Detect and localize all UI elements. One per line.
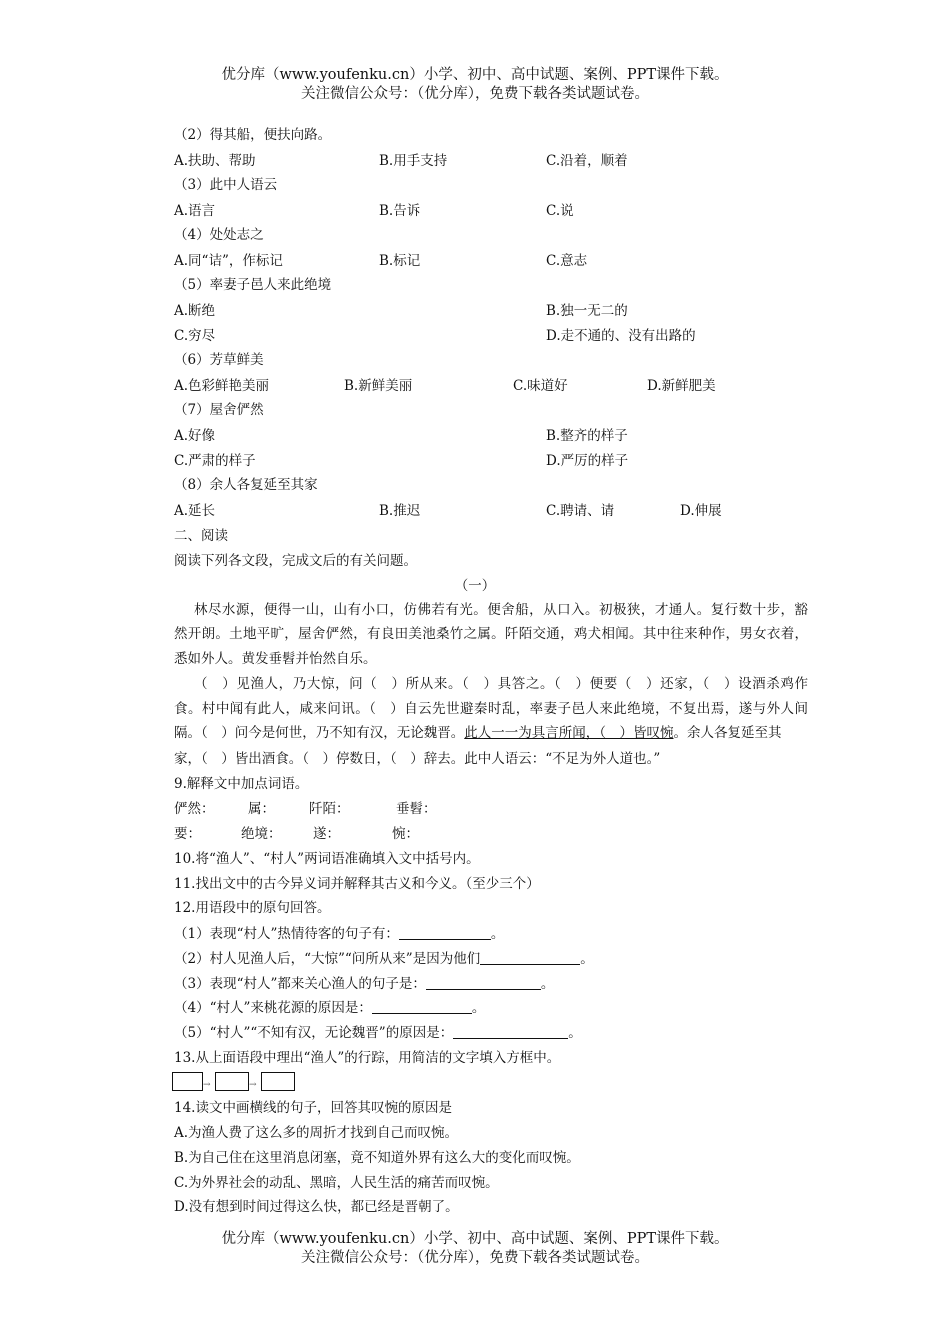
question-12-1 xyxy=(174,925,504,943)
end-mark: 。 xyxy=(490,926,505,942)
vocab-5-option-b: B.独一无二的 xyxy=(546,303,628,319)
passage-p2-line2: 食。村中闻有此人，咸来问讯。（ ）自云先世避秦时乱，率妻子邑人来此绝境，不复出焉，遂与外人间 xyxy=(174,701,808,717)
question-11: 11.找出文中的古今异义词并解释其古义和今义。（至少三个） xyxy=(174,876,540,892)
vocab-4-option-a: A.同“诘”，作标记 xyxy=(174,253,283,269)
end-mark: 。 xyxy=(580,951,594,967)
vocab-7-option-a: A.好像 xyxy=(174,428,216,444)
question-9: 9.解释文中加点词语。 xyxy=(174,776,309,792)
q12-2-text: （2）村人见渔人后，“大惊”“问所从来”是因为他们 xyxy=(174,951,481,967)
passage-p2-line3-start: 隔。（ ）问今是何世，乃不知有汉，无论魏晋。 xyxy=(174,725,465,741)
section-instruction: 阅读下列各文段，完成文后的有关问题。 xyxy=(174,553,417,569)
footer-line-2: 关注微信公众号：（优分库），免费下载各类试题试卷。 xyxy=(301,1250,649,1266)
question-14: 14.读文中画横线的句子，回答其叹惋的原因是 xyxy=(174,1100,452,1116)
route-box-2[interactable] xyxy=(215,1072,249,1091)
vocab-8-option-c: C.聘请、请 xyxy=(546,503,615,519)
question-12-4 xyxy=(174,999,485,1017)
vocab-question-3: （3）此中人语云 xyxy=(174,177,278,193)
passage-p1-line2: 然开朗。土地平旷，屋舍俨然，有良田美池桑竹之属。阡陌交通，鸡犬相闻。其中往来种作，男女衣着， xyxy=(174,626,808,642)
vocab-2-option-a: A.扶助、帮助 xyxy=(174,153,256,169)
vocab-8-option-d: D.伸展 xyxy=(680,503,722,519)
answer-blank[interactable] xyxy=(453,1024,568,1039)
answer-blank[interactable] xyxy=(426,975,541,990)
vocab-6-option-d: D.新鲜肥美 xyxy=(647,378,716,394)
passage-p2-line4: 家，（ ）皆出酒食。（ ）停数日，（ ）辞去。此中人语云：“不足为外人道也。” xyxy=(174,751,661,767)
passage-p2-line3-end: 。余人各复延至其 xyxy=(673,725,782,741)
vocab-question-6: （6）芳草鲜美 xyxy=(174,352,264,368)
passage-p2-line1: （ ）见渔人，乃大惊，问（ ）所从来。（ ）具答之。（ ）便要（ ）还家，（ ）设酒杀鸡作 xyxy=(194,676,808,692)
vocab-2-option-c: C.沿着，顺着 xyxy=(546,153,628,169)
q9-term-qianmo: 阡陌： xyxy=(309,801,350,817)
vocab-7-option-b: B.整齐的样子 xyxy=(546,428,628,444)
q12-3-text: （3）表现“村人”都来关心渔人的句子是： xyxy=(174,976,426,992)
answer-blank[interactable] xyxy=(399,925,491,940)
route-box-1[interactable] xyxy=(172,1072,203,1091)
vocab-question-4: （4）处处志之 xyxy=(174,227,264,243)
part-number: （一） xyxy=(454,578,496,594)
vocab-3-option-a: A.语言 xyxy=(174,203,216,219)
vocab-question-7: （7）屋舍俨然 xyxy=(174,402,264,418)
vocab-3-option-c: C.说 xyxy=(546,203,574,219)
q14-option-b: B.为自己住在这里消息闭塞，竟不知道外界有这么大的变化而叹惋。 xyxy=(174,1150,580,1166)
footer-line-1: 优分库（www.youfenku.cn）小学、初中、高中试题、案例、PPT课件下载。 xyxy=(221,1231,729,1247)
header-line-1: 优分库（www.youfenku.cn）小学、初中、高中试题、案例、PPT课件下载。 xyxy=(221,67,729,83)
vocab-question-5: （5）率妻子邑人来此绝境 xyxy=(174,277,332,293)
q9-term-sui: 遂： xyxy=(313,826,340,842)
q14-option-a: A.为渔人费了这么多的周折才找到自己而叹惋。 xyxy=(174,1125,459,1141)
question-12-3 xyxy=(174,975,554,993)
end-mark: 。 xyxy=(540,976,555,992)
vocab-6-option-c: C.味道好 xyxy=(513,378,568,394)
vocab-5-option-d: D.走不通的、没有出路的 xyxy=(546,328,696,344)
page-header xyxy=(0,66,950,104)
end-mark: 。 xyxy=(471,1000,486,1016)
answer-blank[interactable] xyxy=(372,999,472,1014)
passage-p2-line3 xyxy=(174,724,782,742)
question-10: 10.将“渔人”、“村人”两词语准确填入文中括号内。 xyxy=(174,851,480,867)
passage-p1-line1: 林尽水源，便得一山，山有小口，仿佛若有光。便舍船，从口入。初极狭，才通人。复行数十步，豁 xyxy=(194,602,808,618)
q12-1-text: （1）表现“村人”热情待客的句子有： xyxy=(174,926,399,942)
vocab-4-option-c: C.意志 xyxy=(546,253,588,269)
q9-term-juejing: 绝境： xyxy=(241,826,282,842)
q12-4-text: （4）“村人”来桃花源的原因是： xyxy=(174,1000,372,1016)
route-box-3[interactable] xyxy=(261,1072,295,1091)
question-12-5 xyxy=(174,1024,582,1042)
q12-5-text: （5）“村人”“不知有汉，无论魏晋”的原因是： xyxy=(174,1025,454,1041)
vocab-8-option-b: B.推迟 xyxy=(379,503,421,519)
q9-term-chuitiao: 垂髫： xyxy=(396,801,437,817)
q9-term-wan: 惋： xyxy=(392,826,419,842)
vocab-question-8: （8）余人各复延至其家 xyxy=(174,477,318,493)
section-title: 二、阅读 xyxy=(174,528,228,544)
vocab-7-option-d: D.严厉的样子 xyxy=(546,453,629,469)
vocab-5-option-c: C.穷尽 xyxy=(174,328,216,344)
page-footer xyxy=(0,1230,950,1268)
question-12: 12.用语段中的原句回答。 xyxy=(174,900,331,916)
header-line-2: 关注微信公众号：（优分库），免费下载各类试题试卷。 xyxy=(301,86,649,102)
q9-term-shu: 属： xyxy=(248,801,275,817)
vocab-6-option-a: A.色彩鲜艳美丽 xyxy=(174,378,270,394)
question-13: 13.从上面语段中理出“渔人”的行踪，用简洁的文字填入方框中。 xyxy=(174,1050,561,1066)
route-arrow-1: → xyxy=(203,1080,211,1090)
vocab-4-option-b: B.标记 xyxy=(379,253,421,269)
question-12-2 xyxy=(174,950,594,968)
q14-option-d: D.没有想到时间过得这么快，都已经是晋朝了。 xyxy=(174,1199,459,1215)
answer-blank[interactable] xyxy=(480,950,580,965)
vocab-8-option-a: A.延长 xyxy=(174,503,216,519)
passage-p1-line3: 悉如外人。黄发垂髫并怡然自乐。 xyxy=(174,651,377,667)
vocab-5-option-a: A.断绝 xyxy=(174,303,216,319)
vocab-3-option-b: B.告诉 xyxy=(379,203,421,219)
underlined-sentence: 此人一一为具言所闻，（ ）皆叹惋 xyxy=(464,725,674,741)
q14-option-c: C.为外界社会的动乱、黑暗，人民生活的痛苦而叹惋。 xyxy=(174,1175,499,1191)
q9-term-yao: 要： xyxy=(174,826,201,842)
route-arrow-2: → xyxy=(249,1080,257,1090)
vocab-7-option-c: C.严肃的样子 xyxy=(174,453,256,469)
vocab-6-option-b: B.新鲜美丽 xyxy=(344,378,413,394)
end-mark: 。 xyxy=(568,1025,582,1041)
q9-term-yanran: 俨然： xyxy=(174,801,215,817)
vocab-question-2: （2）得其船，便扶向路。 xyxy=(174,127,332,143)
vocab-2-option-b: B.用手支持 xyxy=(379,153,448,169)
